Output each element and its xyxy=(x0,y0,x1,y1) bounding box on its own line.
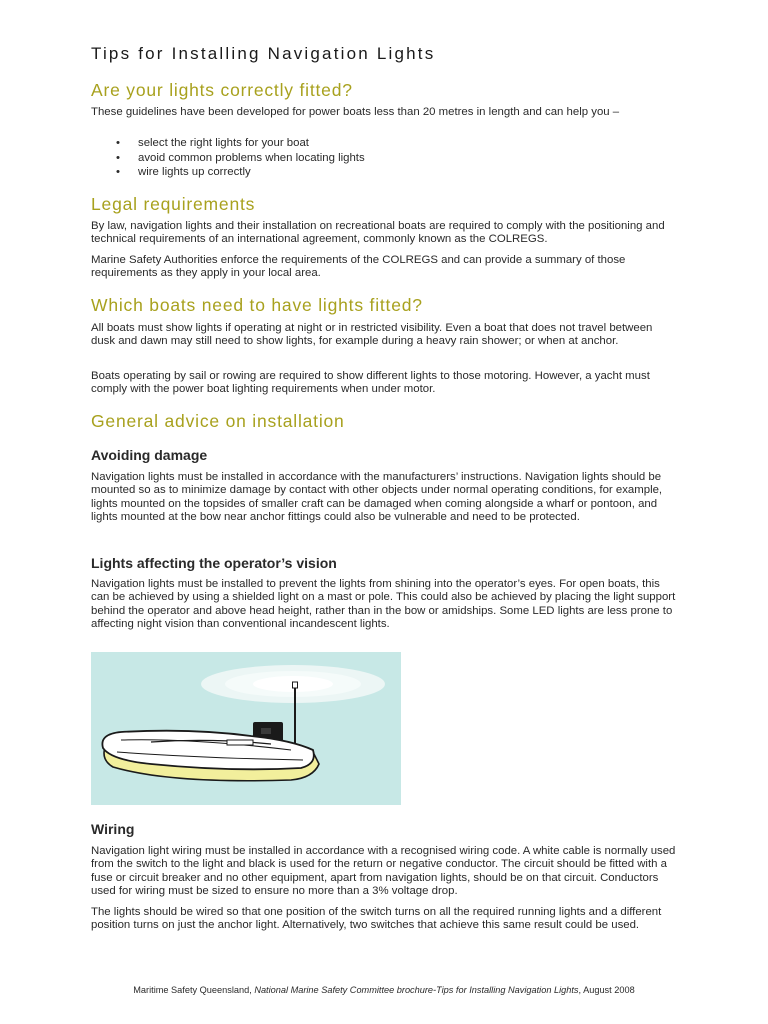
legal-paragraph-2: Marine Safety Authorities enforce the requirements of the COLREGS and can provide a summary of those requirements as they apply in your local area. xyxy=(91,254,626,280)
boats-paragraph-1: All boats must show lights if operating at night or in restricted visibility. Even a boat that does not travel between dusk and dawn may still need to show lights, for example during a heavy rain shower; or when at anchor. xyxy=(91,322,653,348)
footer-date: , August 2008 xyxy=(578,985,635,995)
subheading-avoiding-damage: Avoiding damage xyxy=(91,447,208,463)
bullet-icon: • xyxy=(116,137,120,149)
list-item: • wire lights up correctly xyxy=(116,166,251,178)
intro-paragraph: These guidelines have been developed for power boats less than 20 metres in length and can help you – xyxy=(91,106,620,118)
bullet-icon: • xyxy=(116,166,120,178)
heading-legal: Legal requirements xyxy=(91,194,256,214)
guideline-list xyxy=(91,136,365,180)
vision-paragraph: Navigation lights must be installed to prevent the lights from shining into the operator’s eyes. For open boats, this can be achieved by using a shielded light on a mast or pole. This could also be achieved by placing the light support behind the operator and above head height, rather than in the bow or amidships. Some LED lights are less prone to affecting night vision than conventional incandescent lights. xyxy=(91,578,676,631)
list-item: • select the right lights for your boat xyxy=(116,137,309,149)
heading-which-boats: Which boats need to have lights fitted? xyxy=(91,295,423,315)
footer-organisation: Maritime Safety Queensland, xyxy=(133,985,255,995)
subheading-operator-vision: Lights affecting the operator’s vision xyxy=(91,555,337,571)
subheading-wiring: Wiring xyxy=(91,821,135,837)
damage-paragraph: Navigation lights must be installed in accordance with the manufacturers’ instructions. Navigation lights should be mounted so as to minimize damage by contact with other objects under normal operating conditions, for example, lights mounted on the topsides of smaller craft can be damaged when coming alongside a wharf or pontoon, and lights mounted at the bow near anchor fittings could also be vulnerable and need to be protected. xyxy=(91,471,663,524)
boats-paragraph-2: Boats operating by sail or rowing are required to show different lights to those motoring. However, a yacht must comply with the power boat lighting requirements when under motor. xyxy=(91,370,650,396)
page-footer xyxy=(0,985,768,995)
footer-document-title: National Marine Safety Committee brochure-Tips for Installing Navigation Lights xyxy=(254,985,579,995)
legal-paragraph-1: By law, navigation lights and their installation on recreational boats are required to comply with the positioning and technical requirements of an international agreement, commonly known as the COLREGS. xyxy=(91,220,665,246)
wiring-paragraph-1: Navigation light wiring must be installed in accordance with a recognised wiring code. A white cable is normally used from the switch to the light and black is used for the return or negative conductor. The circuit should be fitted with a fuse or circuit breaker and no other equipment, apart from navigation lights, should be on that circuit. Conductors used for wiring must be sized to ensure no more than a 3% voltage drop. xyxy=(91,845,676,898)
heading-general-advice: General advice on installation xyxy=(91,411,345,431)
heading-lights-fitted: Are your lights correctly fitted? xyxy=(91,80,353,100)
page-title: Tips for Installing Navigation Lights xyxy=(91,44,436,63)
inflatable-boat-illustration xyxy=(91,652,401,805)
boat-drawing xyxy=(91,652,401,805)
list-item: • avoid common problems when locating lights xyxy=(116,151,365,164)
bullet-icon: • xyxy=(116,151,120,164)
wiring-paragraph-2: The lights should be wired so that one position of the switch turns on all the required running lights and a different position turns on just the anchor light. Alternatively, two switches that achieve this same result could be used. xyxy=(91,906,662,932)
